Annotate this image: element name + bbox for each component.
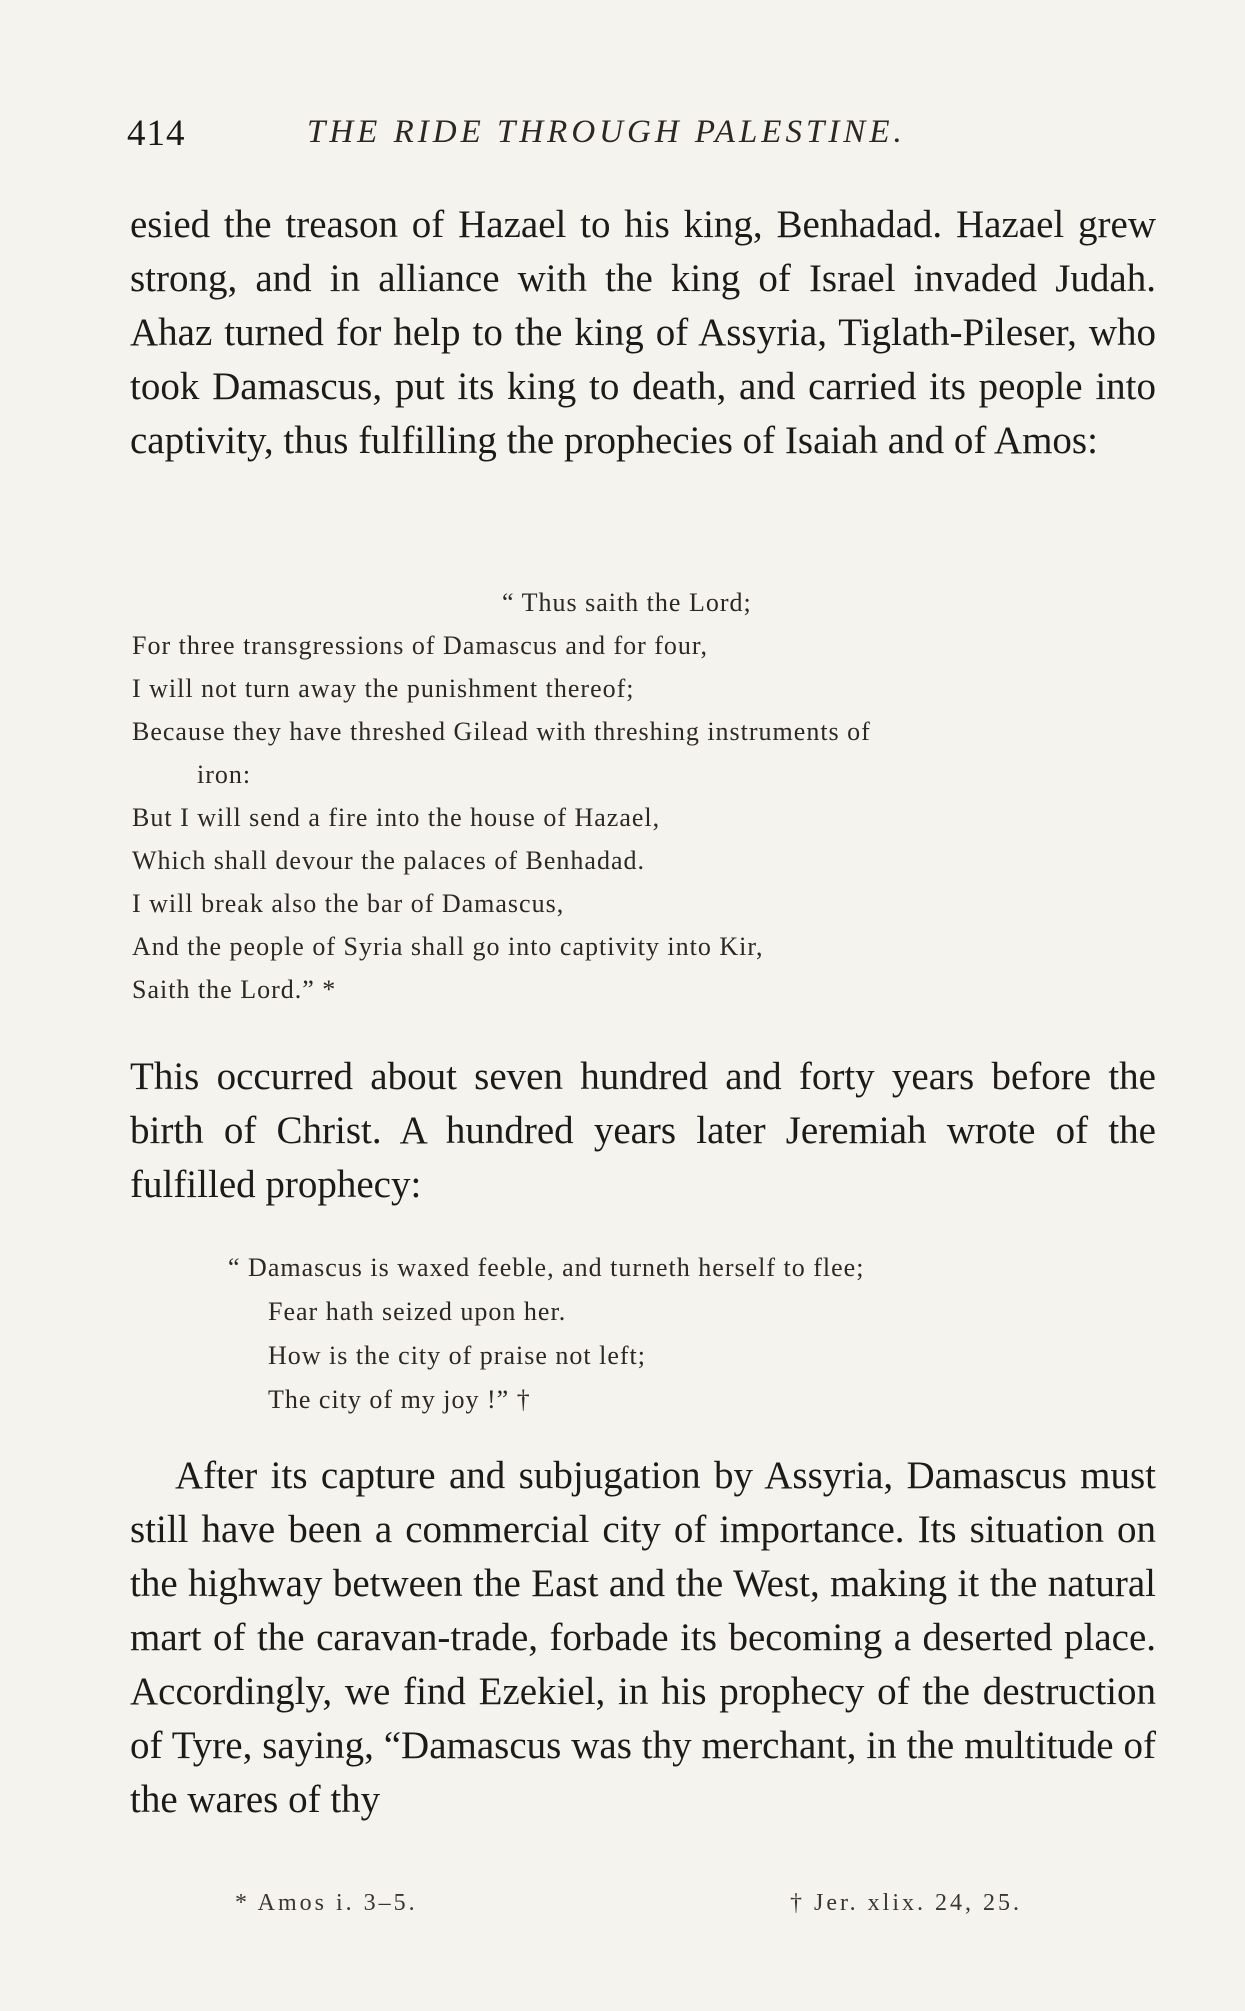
paragraph-jeremiah: This occurred about seven hundred and forty years before the birth of Christ. A hundred years later Jeremiah wrote of the fulfilled prophecy: — [130, 1055, 1156, 1206]
quote-line: But I will send a fire into the house of Hazael, — [132, 803, 661, 832]
quote-line: “ Damascus is waxed feeble, and turneth herself to flee; — [228, 1253, 865, 1282]
paragraph-after-capture: After its capture and subjugation by Assyria, Damascus must still have been a commercial city of importance. Its situation on the highway between the East and the West, making it the natural mart of the caravan-trade, forbade its becoming a deserted place. Accordingly, we find Ezekiel, in his prophecy of the destruction of Tyre, saying, “Damascus was thy merchant, in the multitude of the wares of thy — [130, 1454, 1156, 1821]
quote-line: I will break also the bar of Damascus, — [132, 889, 565, 918]
quote-line: For three transgressions of Damascus and for four, — [132, 631, 709, 660]
paragraph-hazael: esied the treason of Hazael to his king, Benhadad. Hazael grew strong, and in alliance with the king of Israel invaded Judah. Ahaz turned for help to the king of Assyria, Tiglath-Pileser, who took Damascus, put its king to death, and carried its people into captivity, thus fulfilling the prophecies of Isaiah and of Amos: — [130, 203, 1156, 462]
footnotes — [0, 1890, 1245, 1930]
quote-jeremiah — [228, 1246, 1128, 1422]
quote-amos — [132, 581, 1152, 1011]
quote-line: Which shall devour the palaces of Benhadad. — [132, 846, 645, 875]
quote-line: And the people of Syria shall go into captivity into Kir, — [132, 932, 764, 961]
footnote-amos: * Amos i. 3–5. — [235, 1890, 418, 1916]
footnote-jeremiah: † Jer. xlix. 24, 25. — [790, 1890, 1022, 1916]
quote-line: I will not turn away the punishment thereof; — [132, 674, 635, 703]
quote-line: Fear hath seized upon her. — [268, 1297, 567, 1326]
quote-line: Saith the Lord.” * — [132, 975, 337, 1004]
quote-line: “ Thus saith the Lord; — [502, 588, 752, 617]
running-title: THE RIDE THROUGH PALESTINE. — [307, 114, 906, 150]
quote-line: How is the city of praise not left; — [268, 1341, 646, 1370]
page-header — [127, 112, 997, 162]
quote-line: Because they have threshed Gilead with threshing instruments of — [132, 717, 871, 746]
quote-line: iron: — [197, 760, 252, 789]
page-number: 414 — [127, 113, 186, 154]
quote-line: The city of my joy !” † — [268, 1385, 531, 1414]
